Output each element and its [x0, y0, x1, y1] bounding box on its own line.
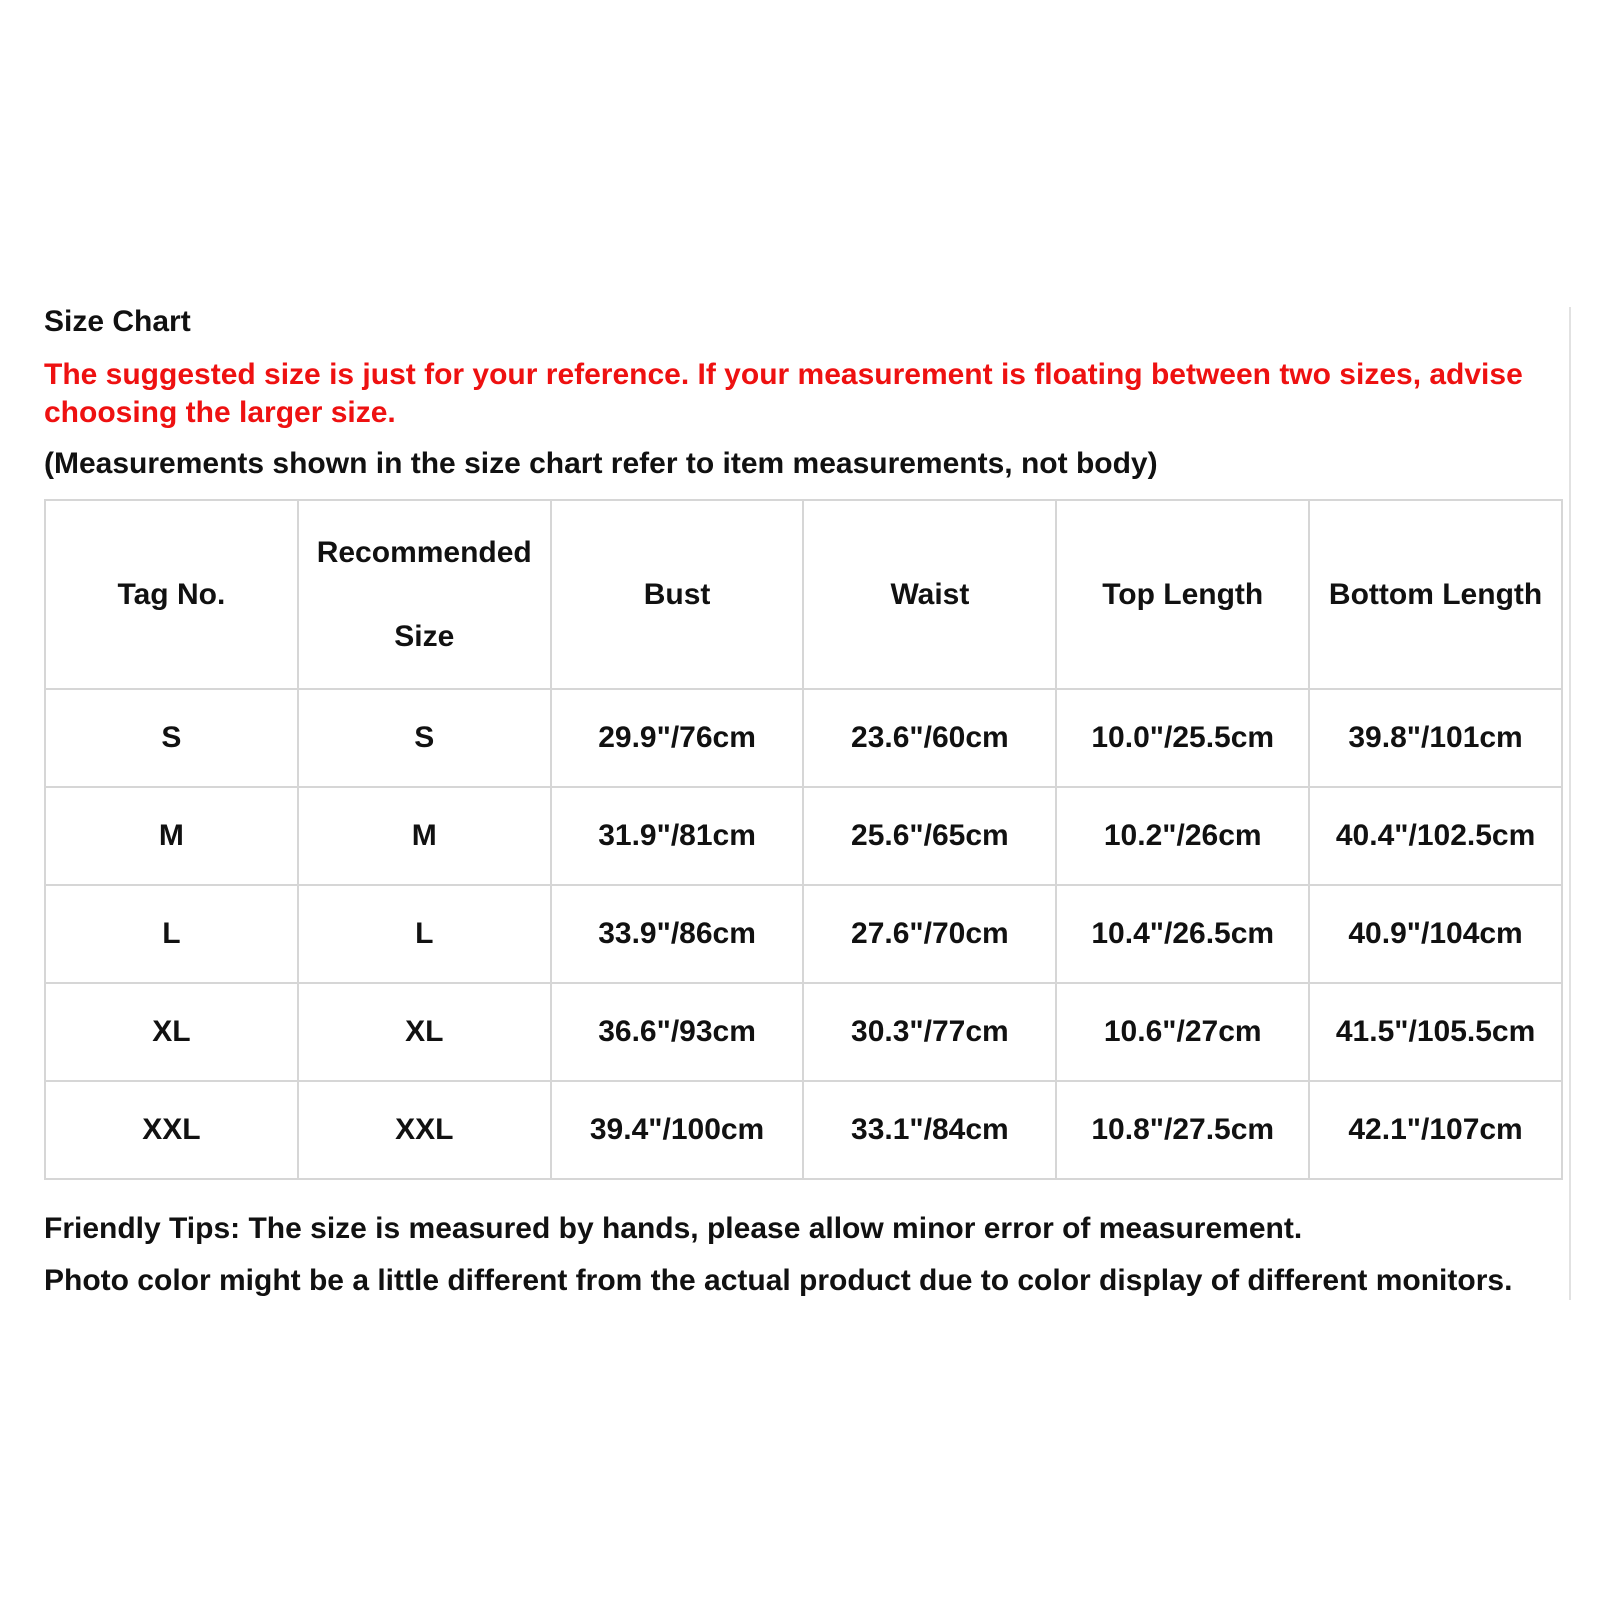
header-recommended-size: [298, 500, 551, 689]
header-tag-no: Tag No.: [45, 500, 298, 689]
cell-waist: 33.1"/84cm: [803, 1081, 1056, 1179]
table-row: [45, 885, 1562, 983]
table-row: [45, 787, 1562, 885]
cell-top-length: 10.4"/26.5cm: [1056, 885, 1309, 983]
header-recommended-line1: Recommended: [316, 535, 532, 569]
cell-recommended: S: [298, 689, 551, 787]
cell-recommended: XL: [298, 983, 551, 1081]
tip-measurement: Friendly Tips: The size is measured by hands, please allow minor error of measurement.: [44, 1212, 1303, 1245]
cell-top-length: 10.2"/26cm: [1056, 787, 1309, 885]
page-title: Size Chart: [44, 305, 191, 338]
cell-top-length: 10.0"/25.5cm: [1056, 689, 1309, 787]
cell-bust: 31.9"/81cm: [551, 787, 804, 885]
cell-bottom-length: 42.1"/107cm: [1309, 1081, 1562, 1179]
cell-recommended: L: [298, 885, 551, 983]
cell-tag: XL: [45, 983, 298, 1081]
measurement-note: (Measurements shown in the size chart refer to item measurements, not body): [44, 447, 1158, 480]
cell-tag: L: [45, 885, 298, 983]
cell-bottom-length: 39.8"/101cm: [1309, 689, 1562, 787]
cell-recommended: M: [298, 787, 551, 885]
table-header-row: [45, 500, 1562, 689]
header-recommended-line2: Size: [394, 619, 455, 653]
size-advice-notice: The suggested size is just for your reference. If your measurement is floating between two sizes, advise choosing the larger size.: [44, 358, 1523, 429]
cell-tag: S: [45, 689, 298, 787]
cell-bust: 39.4"/100cm: [551, 1081, 804, 1179]
size-table: [44, 499, 1563, 1180]
cell-top-length: 10.8"/27.5cm: [1056, 1081, 1309, 1179]
table-row: [45, 689, 1562, 787]
cell-bottom-length: 40.9"/104cm: [1309, 885, 1562, 983]
header-top-length: Top Length: [1056, 500, 1309, 689]
cell-tag: M: [45, 787, 298, 885]
tip-photo-color: Photo color might be a little different from the actual product due to color display of different monitors.: [44, 1264, 1513, 1297]
cell-bottom-length: 40.4"/102.5cm: [1309, 787, 1562, 885]
friendly-tips: [44, 1203, 1512, 1307]
vertical-divider: [1569, 307, 1571, 1300]
cell-bottom-length: 41.5"/105.5cm: [1309, 983, 1562, 1081]
cell-bust: 36.6"/93cm: [551, 983, 804, 1081]
cell-waist: 23.6"/60cm: [803, 689, 1056, 787]
header-waist: Waist: [803, 500, 1056, 689]
table-row: [45, 983, 1562, 1081]
cell-bust: 29.9"/76cm: [551, 689, 804, 787]
cell-waist: 30.3"/77cm: [803, 983, 1056, 1081]
cell-top-length: 10.6"/27cm: [1056, 983, 1309, 1081]
header-bust: Bust: [551, 500, 804, 689]
cell-waist: 27.6"/70cm: [803, 885, 1056, 983]
cell-bust: 33.9"/86cm: [551, 885, 804, 983]
table-row: [45, 1081, 1562, 1179]
cell-waist: 25.6"/65cm: [803, 787, 1056, 885]
header-bottom-length: Bottom Length: [1309, 500, 1562, 689]
cell-recommended: XXL: [298, 1081, 551, 1179]
cell-tag: XXL: [45, 1081, 298, 1179]
